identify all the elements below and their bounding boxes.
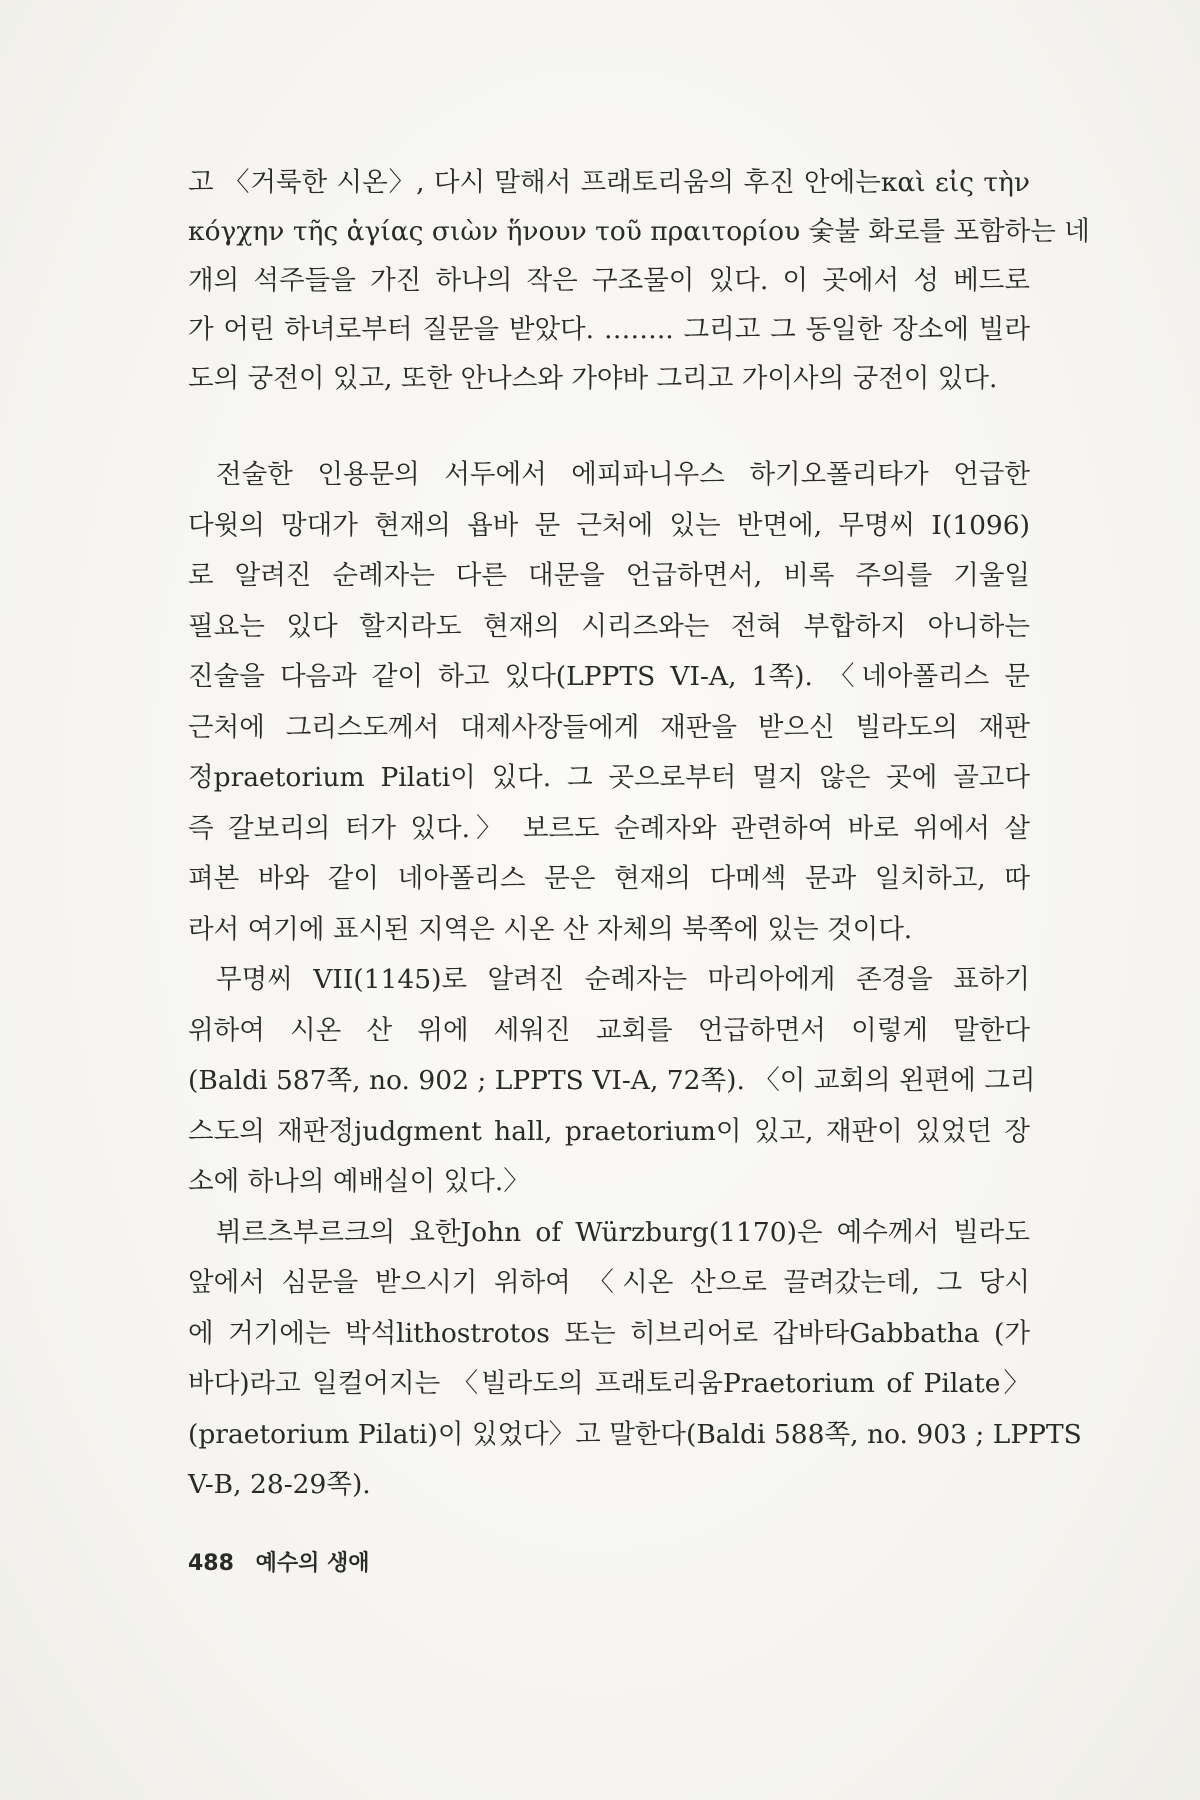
body-line-20: (praetorium Pilati)이 있었다〉고 말한다(Baldi 588쪽, no. 903 ; LPPTS [188, 1418, 1082, 1450]
body-line-8: 즉 갈보리의 터가 있다.〉 보르도 순례자와 관련하여 바로 위에서 살 [188, 812, 1030, 844]
body-line-17: 앞에서 심문을 받으시기 위하여 〈시온 산으로 끌려갔는데, 그 당시 [188, 1267, 1030, 1298]
body-line-9: 펴본 바와 같이 네아폴리스 문은 현재의 다메섹 문과 일치하고, 따 [188, 863, 1030, 894]
block-quote [188, 158, 1090, 403]
body-line-3: 로 알려진 순례자는 다른 대문을 언급하면서, 비록 주의를 기울일 [188, 560, 1030, 591]
body-line-1: 전술한 인용문의 서두에서 에피파니우스 하기오폴리타가 언급한 [216, 459, 1030, 490]
quote-line-5: 도의 궁전이 있고, 또한 안나스와 가야바 그리고 가이사의 궁전이 있다. [188, 363, 998, 394]
body-line-2: 다윗의 망대가 현재의 욥바 문 근처에 있는 반면에, 무명씨 I(1096) [188, 509, 1030, 541]
quote-line-1: 고 〈거룩한 시온〉, 다시 말해서 프래토리움의 후진 안에는καὶ εἰς τὴν [188, 167, 1030, 198]
body-line-21: V-B, 28-29쪽). [188, 1469, 371, 1500]
body-line-12: 위하여 시온 산 위에 세워진 교회를 언급하면서 이렇게 말한다 [188, 1014, 1030, 1046]
body-line-13: (Baldi 587쪽, no. 902 ; LPPTS VI-A, 72쪽). 〈이 교회의 왼편에 그리 [188, 1065, 1036, 1096]
quote-line-4: 가 어린 하녀로부터 질문을 받았다. …….. 그리고 그 동일한 장소에 빌라 [188, 314, 1030, 345]
quote-line-3: 개의 석주들을 가진 하나의 작은 구조물이 있다. 이 곳에서 성 베드로 [188, 265, 1030, 296]
body-line-7: 정praetorium Pilati이 있다. 그 곳으로부터 멀지 않은 곳에 골고다 [188, 762, 1030, 793]
body-line-11: 무명씨 VII(1145)로 알려진 순례자는 마리아에게 존경을 표하기 [216, 964, 1030, 995]
body-line-5: 진술을 다음과 같이 하고 있다(LPPTS VI-A, 1쪽). 〈네아폴리스 문 [188, 661, 1030, 692]
body-line-19: 바다)라고 일컬어지는 〈빌라도의 프래토리움Praetorium of Pilate〉 [188, 1368, 1030, 1399]
body-line-10: 라서 여기에 표시된 지역은 시온 산 자체의 북쪽에 있는 것이다. [188, 913, 913, 945]
page-footer [188, 1546, 370, 1577]
body-line-6: 근처에 그리스도께서 대제사장들에게 재판을 받으신 빌라도의 재판 [188, 711, 1030, 743]
body-line-4: 필요는 있다 할지라도 현재의 시리즈와는 전혀 부합하지 아니하는 [188, 610, 1030, 642]
body-text [188, 450, 1082, 1511]
page-number: 488 [188, 1551, 234, 1576]
body-line-15: 소에 하나의 예배실이 있다.〉 [188, 1166, 530, 1197]
quote-line-2: κόγχην τῆς ἁγίας σιὼν ἥνουν τοῦ πραιτορίου 숯불 화로를 포함하는 네 [188, 216, 1090, 247]
body-line-14: 스도의 재판정judgment hall, praetorium이 있고, 재판이 있었던 장 [188, 1115, 1030, 1147]
running-title: 예수의 생애 [255, 1551, 370, 1576]
body-line-16: 뷔르츠부르크의 요한John of Würzburg(1170)은 예수께서 빌라도 [216, 1216, 1030, 1248]
body-line-18: 에 거기에는 박석lithostrotos 또는 히브리어로 갑바타Gabbatha (가 [188, 1317, 1030, 1349]
